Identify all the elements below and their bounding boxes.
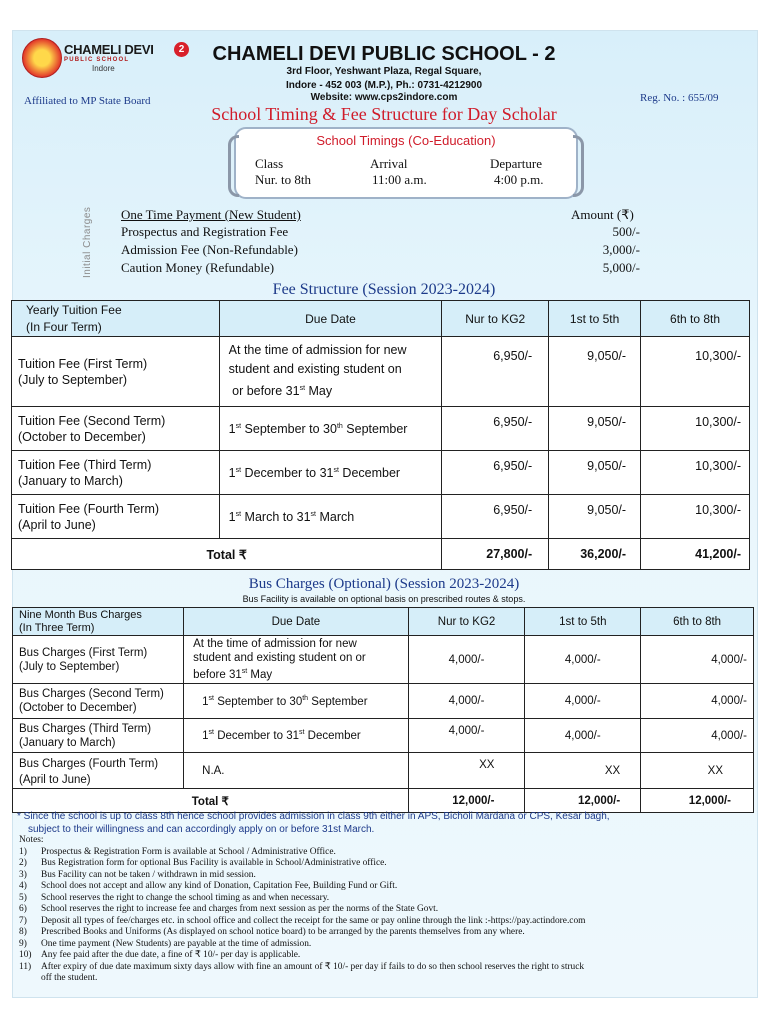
initial-charges-side-label: Initial Charges [82, 206, 93, 278]
term-months: (July to September) [18, 372, 128, 387]
logo-subtext: PUBLIC SCHOOL [64, 57, 130, 63]
note-number: 2) [19, 858, 27, 868]
term-cell [12, 451, 220, 495]
term-months: (January to March) [19, 736, 116, 749]
total-value: 12,000/- [641, 789, 754, 813]
logo-city: Indore [92, 64, 115, 73]
fee-value: 4,000/- [641, 636, 754, 684]
due-sup: st [235, 422, 242, 430]
fee-value: 4,000/- [525, 719, 641, 753]
header-cell: 1st to 5th [525, 608, 641, 636]
due-sup: st [299, 729, 305, 737]
note-item [19, 973, 739, 985]
note-text: Bus Facility can not be taken / withdrawn in mid session. [41, 869, 256, 880]
term-cell [13, 753, 184, 789]
amount-heading: Amount (₹) [571, 207, 634, 222]
fee-value: 6,950/- [442, 451, 549, 495]
due-date-cell [184, 719, 409, 753]
note-number: 7) [19, 915, 27, 926]
due-text: before 31 [193, 668, 242, 681]
due-line: At the time of admission for new [228, 343, 407, 358]
note-number: 11) [19, 961, 32, 972]
table-row [13, 636, 754, 684]
note-number: 8) [19, 927, 27, 937]
note-text: off the student. [41, 973, 98, 983]
due-line [229, 379, 436, 401]
term-months: (January to March) [18, 473, 123, 488]
header-cell [12, 301, 220, 337]
table-row [13, 719, 754, 753]
fee-value: 9,050/- [549, 495, 641, 539]
due-text: 1 [228, 421, 236, 436]
bus-facility-note: Bus Facility is available on optional basis on prescribed routes & stops. [242, 594, 526, 604]
header-cell: 6th to 8th [641, 301, 750, 337]
table-row [13, 753, 754, 789]
note-item [19, 939, 739, 951]
timings-col-departure: Departure [490, 156, 542, 171]
due-text: December to 31 [214, 729, 300, 742]
header-cell: 6th to 8th [641, 608, 754, 636]
due-sup: th [336, 422, 343, 430]
total-value: 12,000/- [525, 789, 641, 813]
note-number: 1) [19, 846, 27, 857]
term-cell [12, 495, 220, 539]
header-line: Nine Month Bus Charges [19, 608, 142, 621]
due-sup: st [310, 510, 316, 518]
note-number: 6) [19, 904, 27, 914]
note-text: School reserves the right to change the school timing as and when necessary. [41, 892, 330, 903]
fee-value: 9,050/- [549, 337, 641, 407]
table-row [13, 684, 754, 719]
notes-heading: Notes: [19, 835, 44, 845]
timings-class-value: Nur. to 8th [255, 172, 311, 187]
fee-value: XX [641, 753, 754, 789]
note-text: Deposit all types of fee/charges etc. in school office and collect the receipt for the same or pay online through the link :-https://pay.actindore.com [41, 915, 586, 926]
note-number: 10) [19, 950, 32, 960]
due-text: September to 30 [214, 695, 303, 708]
due-date-cell [184, 684, 409, 719]
logo-name: CHAMELI DEVI [64, 42, 154, 57]
header-cell: Nur to KG2 [408, 608, 525, 636]
due-text: May [305, 384, 333, 399]
fee-value: 4,000/- [408, 719, 525, 753]
address-line-2: Indore - 452 003 (M.P.), Ph.: 0731-4212900 [285, 80, 483, 91]
fee-value: 9,050/- [549, 451, 641, 495]
term-name: Tuition Fee (Third Term) [18, 457, 152, 472]
due-text: 1 [228, 465, 236, 480]
fee-value: 10,300/- [641, 451, 750, 495]
due-sup: st [235, 466, 242, 474]
school-timings-box [234, 127, 578, 199]
due-date-cell [219, 337, 442, 407]
note-text: Prospectus & Registration Form is available at School / Administrative Office. [41, 846, 336, 857]
term-name: Bus Charges (Second Term) [19, 688, 164, 700]
term-name: Tuition Fee (Fourth Term) [18, 501, 160, 516]
table-row [12, 495, 750, 539]
fee-structure-title: Fee Structure (Session 2023-2024) [272, 281, 496, 298]
logo-number-badge: 2 [174, 42, 189, 57]
note-item [19, 904, 739, 916]
total-value: 27,800/- [442, 539, 549, 570]
due-text: September [308, 695, 368, 708]
header-line: (In Four Term) [26, 319, 102, 334]
one-time-payment-heading: One Time Payment (New Student) [121, 207, 301, 222]
header-cell [13, 608, 184, 636]
due-sup: st [208, 729, 214, 737]
note-number: 4) [19, 881, 27, 891]
fee-value: 6,950/- [442, 495, 549, 539]
note-item [19, 950, 739, 962]
table-row [12, 407, 750, 451]
class-9-admission-footnote [17, 810, 737, 836]
note-number: 3) [19, 869, 27, 880]
note-item [19, 927, 739, 939]
fee-value: 10,300/- [641, 337, 750, 407]
total-value: 12,000/- [408, 789, 525, 813]
due-text: or before 31 [232, 384, 300, 399]
fee-value: 4,000/- [525, 636, 641, 684]
affiliation: Affiliated to MP State Board [24, 95, 151, 107]
initial-fee-amount: 3,000/- [602, 242, 640, 257]
school-name: CHAMELI DEVI PUBLIC SCHOOL - 2 [212, 43, 556, 65]
due-text: May [247, 668, 273, 681]
timings-heading: School Timings (Co-Education) [316, 133, 496, 148]
due-line: student and existing student on or [193, 652, 366, 665]
timings-departure-value: 4:00 p.m. [494, 172, 544, 187]
website: Website: www.cps2indore.com [310, 92, 458, 103]
due-text: March [316, 509, 355, 524]
due-sup: th [302, 694, 309, 702]
total-row [12, 539, 750, 570]
total-row [13, 789, 754, 813]
note-item [19, 847, 739, 859]
due-text: March to 31 [241, 509, 311, 524]
term-name: Bus Charges (First Term) [19, 646, 148, 659]
initial-fee-amount: 5,000/- [602, 260, 640, 275]
due-sup: st [208, 694, 214, 702]
due-text: December to 31 [241, 465, 334, 480]
term-name: Bus Charges (Fourth Term) [19, 757, 159, 770]
header-cell: Due Date [184, 608, 409, 636]
note-text: School does not accept and allow any kind of Donation, Capitation Fee, Building Fund or Gift. [41, 881, 398, 891]
initial-fee-label: Prospectus and Registration Fee [121, 224, 289, 239]
due-sup: st [299, 385, 306, 393]
header-cell: 1st to 5th [549, 301, 641, 337]
timings-col-class: Class [255, 156, 284, 171]
term-months: (April to June) [18, 517, 96, 532]
term-cell [12, 407, 220, 451]
due-text: 1 [202, 729, 209, 742]
header-cell: Nur to KG2 [442, 301, 549, 337]
tuition-fee-table [11, 300, 750, 570]
note-number: 9) [19, 938, 27, 949]
note-item [19, 881, 739, 893]
due-line: At the time of admission for new [193, 638, 357, 651]
note-text: Any fee paid after the due date, a fine of ₹ 10/- per day is applicable. [41, 950, 301, 960]
note-item [19, 962, 739, 974]
fee-value: 4,000/- [641, 719, 754, 753]
term-months: (April to June) [19, 773, 91, 786]
due-sup: st [235, 510, 242, 518]
due-date-cell [219, 407, 442, 451]
term-name: Tuition Fee (First Term) [18, 356, 148, 371]
notes-section [19, 835, 739, 985]
header-cell: Due Date [219, 301, 442, 337]
due-date-cell [219, 495, 442, 539]
header-line: Yearly Tuition Fee [26, 302, 122, 317]
fee-value: 10,300/- [641, 407, 750, 451]
term-months: (July to September) [19, 660, 120, 673]
due-text: December [304, 729, 361, 742]
note-text: Bus Registration form for optional Bus Facility is available in School/Administrative office. [41, 858, 387, 868]
note-item [19, 916, 739, 928]
note-item [19, 870, 739, 882]
total-value: 41,200/- [641, 539, 750, 570]
total-value: 36,200/- [549, 539, 641, 570]
term-months: (October to December) [19, 702, 137, 714]
registration-number: Reg. No. : 655/09 [640, 92, 719, 104]
note-text: School reserves the right to increase fee and charges from next session as per the norms of the State Govt. [41, 904, 439, 914]
due-sup: st [241, 668, 248, 676]
due-date-cell [184, 636, 409, 684]
total-label: Total ₹ [12, 539, 442, 570]
initial-fee-amount: 500/- [612, 224, 640, 239]
due-text: December [338, 465, 401, 480]
address-line-1: 3rd Floor, Yeshwant Plaza, Regal Square, [286, 66, 482, 77]
due-sup: st [333, 466, 339, 474]
fee-value: 9,050/- [549, 407, 641, 451]
fee-value: 4,000/- [408, 636, 525, 684]
fee-value: 4,000/- [641, 684, 754, 719]
fee-value: XX [525, 753, 641, 789]
note-item [19, 893, 739, 905]
fee-value: 4,000/- [525, 684, 641, 719]
bus-charges-title: Bus Charges (Optional) (Session 2023-2024) [248, 576, 520, 592]
note-item [19, 858, 739, 870]
due-line: student and existing student on [228, 362, 402, 377]
fee-value: 6,950/- [442, 337, 549, 407]
term-cell [13, 719, 184, 753]
due-text: September to 30 [241, 421, 337, 436]
due-text: September [342, 421, 408, 436]
document-subtitle: School Timing & Fee Structure for Day Scholar [211, 104, 557, 124]
fee-value: 4,000/- [408, 684, 525, 719]
note-text: One time payment (New Students) are payable at the time of admission. [41, 938, 312, 949]
total-label: Total ₹ [13, 789, 409, 813]
due-text: 1 [202, 695, 209, 708]
fee-value: XX [408, 753, 525, 789]
note-number: 5) [19, 892, 27, 903]
due-date-cell: N.A. [184, 753, 409, 789]
note-text: Prescribed Books and Uniforms (As displayed on school notice board) to be arranged by the parents themselves from any where. [41, 927, 525, 937]
header-line: (In Three Term) [19, 621, 95, 634]
term-months: (October to December) [18, 429, 146, 444]
initial-fee-label: Caution Money (Refundable) [121, 260, 275, 275]
timings-arrival-value: 11:00 a.m. [372, 172, 427, 187]
term-cell [13, 684, 184, 719]
term-name: Tuition Fee (Second Term) [18, 413, 166, 428]
term-cell [12, 337, 220, 407]
timings-col-arrival: Arrival [370, 156, 408, 171]
table-header-row [13, 608, 754, 636]
note-text: After expiry of due date maximum sixty days allow with fine an amount of ₹ 10/- per day if fails to do so then school reserves the right to struck [41, 961, 585, 972]
footnote-line: subject to their willingness and can accordingly apply on or before 31st March. [28, 824, 375, 835]
term-cell [13, 636, 184, 684]
table-row [12, 337, 750, 407]
due-date-cell [219, 451, 442, 495]
bus-charges-table [12, 607, 754, 813]
fee-value: 10,300/- [641, 495, 750, 539]
table-header-row [12, 301, 750, 337]
term-name: Bus Charges (Third Term) [19, 722, 152, 735]
footnote-line: * Since the school is up to class 8th hence school provides admission in class 9th either in APS, Bicholi Mardana or CPS, Kesar bagh, [17, 811, 610, 822]
table-row [12, 451, 750, 495]
due-line [193, 665, 402, 682]
initial-fee-label: Admission Fee (Non-Refundable) [121, 242, 298, 257]
due-text: 1 [228, 509, 236, 524]
fee-value: 6,950/- [442, 407, 549, 451]
